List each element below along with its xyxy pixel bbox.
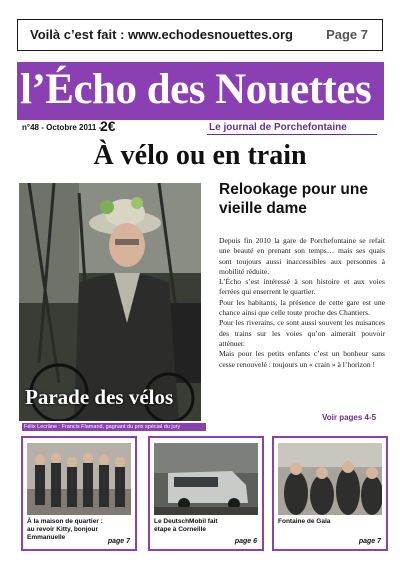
group-photo-illustration	[27, 443, 131, 515]
article-title: Relookage pour une vieille dame	[219, 181, 368, 217]
price: 2€	[100, 118, 116, 134]
article-paragraph: Depuis fin 2010 la gare de Porchefontaine se refait une beauté en prenant son temps… mais ses quais sont toujours aussi inaccessibles aux personnes à mobilité réduite.	[219, 236, 385, 276]
teaser-photo	[278, 443, 382, 515]
subtitle-underline	[207, 134, 377, 135]
main-photo-caption: Parade des vélos	[25, 385, 174, 409]
teaser-card-deutschmobil[interactable]	[148, 436, 264, 551]
teaser-caption: Fontaine de Gaïa	[278, 518, 331, 525]
website-banner	[17, 19, 383, 51]
teaser-page: page 7	[358, 538, 381, 545]
issue-info: n°48 - Octobre 2011 -	[22, 123, 102, 132]
van-photo-illustration	[154, 443, 258, 515]
teaser-card-maison-quartier[interactable]	[21, 436, 137, 551]
article-paragraph: Pour les riverains, ce sont aussi souvent les nuisances des trains sur les voies qu’on aimerait pouvoir atténuer.	[219, 318, 385, 348]
newspaper-title: l’Écho des Nouettes	[20, 66, 372, 113]
article-paragraph: Pour les habitants, la présence de cette gare est une chance ainsi que celle toute proche des Chantiers.	[219, 297, 385, 318]
website-banner-text: Voilà c’est fait : www.echodesnouettes.org	[30, 27, 293, 42]
article-body	[219, 236, 385, 370]
masthead	[17, 62, 384, 120]
photo-credit: Félix Lecrâne : Francis Flamand, gagnant du prix spécial du jury	[22, 423, 206, 431]
see-pages-link[interactable]: Voir pages 4-5	[322, 413, 377, 422]
article-paragraph: Mais pour les petits enfants c’est un bonheur sans cesse renouvelé : toujours un « crain » à l’horizon !	[219, 349, 385, 369]
teaser-page: page 6	[234, 538, 257, 545]
crowd-photo-illustration	[278, 443, 382, 515]
teaser-photo	[154, 443, 258, 515]
teaser-photo	[27, 443, 131, 515]
website-banner-page: Page 7	[326, 27, 368, 42]
newspaper-subtitle: Le journal de Porchefontaine	[209, 122, 347, 133]
teaser-caption: À la maison de quartier : au revoir Kitty, bonjour Emmanuelle	[27, 518, 103, 541]
teaser-page: page 7	[107, 538, 130, 545]
main-headline: À vélo ou en train	[93, 140, 307, 171]
teaser-caption: Le DeutschMobil fait étape à Corneille	[154, 518, 218, 533]
teaser-card-fontaine[interactable]	[272, 436, 388, 551]
article-paragraph: L’Écho s’est intéressé à son histoire et aux voies ferrées qui enserrent le quartier.	[219, 277, 385, 297]
